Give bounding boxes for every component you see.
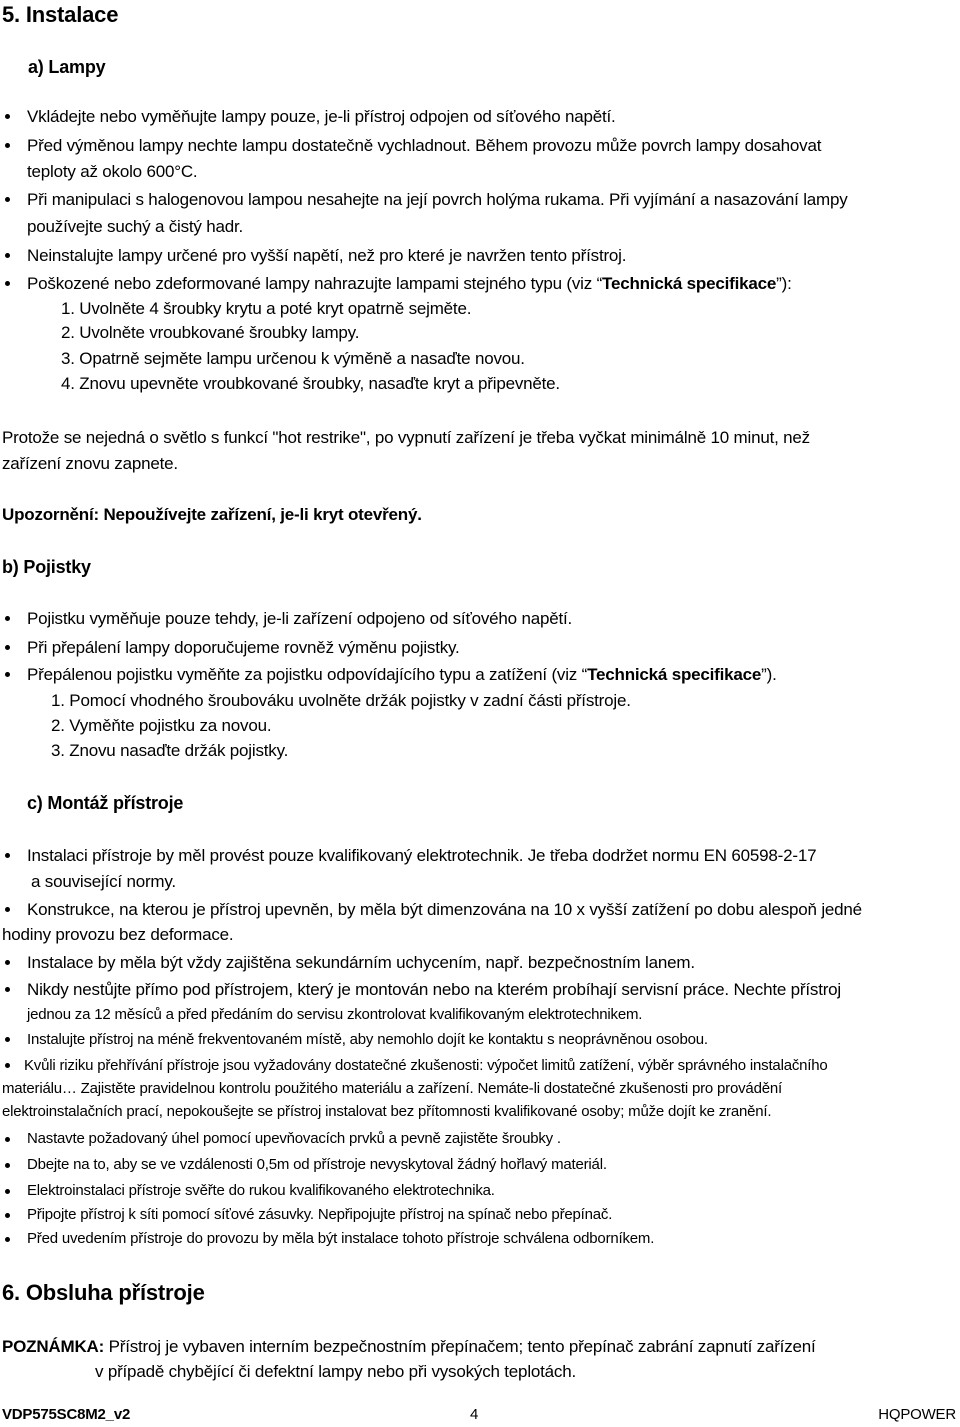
section-title: 5. Instalace <box>2 2 119 27</box>
bullet-icon <box>5 616 10 621</box>
spec-reference: Technická specifikace <box>587 665 762 684</box>
fuses-bullet-2: Při přepálení lampy doporučujeme rovněž výměnu pojistky. <box>27 638 460 657</box>
bullet-icon <box>5 197 10 202</box>
bullet-icon <box>5 1037 10 1042</box>
bullet-icon <box>5 143 10 148</box>
fuses-step-3: 3. Znovu nasaďte držák pojistky. <box>51 741 289 760</box>
mounting-bullet-6-line-3: elektroinstalačních prací, nepokoušejte se přístroj instalovat bez přítomnosti kvalifikované osoby; může dojít ke zranění. <box>2 1103 772 1120</box>
mounting-bullet-9: Elektroinstalaci přístroje svěřte do rukou kvalifikovaného elektrotechnika. <box>27 1182 495 1199</box>
subsection-heading-lamps: a) Lampy <box>28 57 106 77</box>
lamps-step-3: 3. Opatrně sejměte lampu určenou k výměně a nasaďte novou. <box>61 349 525 368</box>
mounting-bullet-7: Nastavte požadovaný úhel pomocí upevňovacích prvků a pevně zajistěte šroubky . <box>27 1130 561 1147</box>
bullet-icon <box>5 253 10 258</box>
bullet-icon <box>5 672 10 677</box>
mounting-bullet-4-line-1: Nikdy nestůjte přímo pod přístrojem, který je montován nebo na kterém probíhají servisní práce. Nechte přístroj <box>27 980 842 999</box>
note-label: POZNÁMKA: <box>2 1337 105 1356</box>
note-line-2: v případě chybějící či defektní lampy nebo při vysokých teplotách. <box>95 1362 577 1381</box>
mounting-bullet-6-line-2: materiálu… Zajistěte pravidelnou kontrolu použitého materiálu a zařízení. Nemáte-li dostatečné zkušenosti pro provádění <box>2 1080 782 1097</box>
mounting-bullet-2-line-1: Konstrukce, na kterou je přístroj upevněn, by měla být dimenzována na 10 x vyšší zatížení po dobu alespoň jedné <box>27 900 862 919</box>
mounting-bullet-4-line-2: jednou za 12 měsíců a před předáním do servisu zkontrolovat kvalifikovaným elektrotechnikem. <box>27 1006 643 1023</box>
footer-model: VDP575SC8M2_v2 <box>2 1406 131 1423</box>
bullet-icon <box>5 960 10 965</box>
fuses-bullet-1: Pojistku vyměňuje pouze tehdy, je-li zařízení odpojeno od síťového napětí. <box>27 609 573 628</box>
lamps-bullet-3-line-1: Při manipulaci s halogenovou lampou nesahejte na její povrch holýma rukama. Při vyjímání a nasazování lampy <box>27 190 848 209</box>
lamps-bullet-1: Vkládejte nebo vyměňujte lampy pouze, je-li přístroj odpojen od síťového napětí. <box>27 107 616 126</box>
restrike-note-line-2: zařízení znovu zapnete. <box>2 454 178 473</box>
lamps-bullet-4: Neinstalujte lampy určené pro vyšší napětí, než pro které je navržen tento přístroj. <box>27 246 627 265</box>
note-text: Přístroj je vybaven interním bezpečnostním přepínačem; tento přepínač zabrání zapnutí zařízení <box>104 1337 816 1356</box>
subsection-heading-mounting: c) Montáž přístroje <box>27 793 184 813</box>
spec-reference: Technická specifikace <box>602 274 777 293</box>
mounting-bullet-1-line-1: Instalaci přístroje by měl provést pouze kvalifikovaný elektrotechnik. Je třeba dodržet normu EN 60598-2-17 <box>27 846 817 865</box>
bullet-icon <box>5 281 10 286</box>
lamps-bullet-5-tail: ”): <box>776 274 792 293</box>
bullet-icon <box>5 645 10 650</box>
bullet-icon <box>5 1213 10 1218</box>
lamps-bullet-2-line-1: Před výměnou lampy nechte lampu dostatečně vychladnout. Během provozu může povrch lampy dosahovat <box>27 136 822 155</box>
bullet-icon <box>5 853 10 858</box>
mounting-bullet-10: Připojte přístroj k síti pomocí síťové zásuvky. Nepřipojujte přístroj na spínač nebo přepínač. <box>27 1206 613 1223</box>
lamps-bullet-3-line-2: používejte suchý a čistý hadr. <box>27 217 244 236</box>
bullet-icon <box>5 1137 10 1142</box>
lamps-bullet-2-line-2: teploty až okolo 600°C. <box>27 162 198 181</box>
fuses-bullet-3-text: Přepálenou pojistku vyměňte za pojistku odpovídajícího typu a zatížení (viz “ <box>27 665 588 684</box>
bullet-icon <box>5 1163 10 1168</box>
mounting-bullet-11: Před uvedením přístroje do provozu by měla být instalace tohoto přístroje schválena odborníkem. <box>27 1230 655 1247</box>
lamps-bullet-5 <box>27 274 792 294</box>
bullet-icon <box>5 114 10 119</box>
subsection-heading-fuses: b) Pojistky <box>2 557 91 577</box>
warning-text: Upozornění: Nepoužívejte zařízení, je-li kryt otevřený. <box>2 505 422 524</box>
mounting-bullet-3: Instalace by měla být vždy zajištěna sekundárním uchycením, např. bezpečnostním lanem. <box>27 953 695 972</box>
fuses-step-2: 2. Vyměňte pojistku za novou. <box>51 716 272 735</box>
lamps-step-1: 1. Uvolněte 4 šroubky krytu a poté kryt opatrně sejměte. <box>61 299 472 318</box>
footer-page-number: 4 <box>470 1406 479 1423</box>
note-line-1 <box>2 1337 816 1357</box>
mounting-bullet-8: Dbejte na to, aby se ve vzdálenosti 0,5m od přístroje nevyskytoval žádný hořlavý materiál. <box>27 1156 607 1173</box>
section-title-operation: 6. Obsluha přístroje <box>2 1280 205 1305</box>
fuses-step-1: 1. Pomocí vhodného šroubováku uvolněte držák pojistky v zadní části přístroje. <box>51 691 631 710</box>
bullet-icon <box>5 1189 10 1194</box>
restrike-note-line-1: Protože se nejedná o světlo s funkcí "hot restrike", po vypnutí zařízení je třeba vyčkat minimálně 10 minut, než <box>2 428 810 447</box>
bullet-icon <box>5 1237 10 1242</box>
bullet-icon <box>5 987 10 992</box>
bullet-icon <box>5 1063 10 1068</box>
mounting-bullet-2-line-2: hodiny provozu bez deformace. <box>2 925 234 944</box>
fuses-bullet-3-tail: ”). <box>761 665 777 684</box>
fuses-bullet-3 <box>27 665 777 685</box>
mounting-bullet-5: Instalujte přístroj na méně frekventovaném místě, aby nemohlo dojít ke kontaktu s neoprávněnou osobou. <box>27 1031 708 1048</box>
lamps-bullet-5-text: Poškozené nebo zdeformované lampy nahrazujte lampami stejného typu (viz “ <box>27 274 603 293</box>
lamps-step-4: 4. Znovu upevněte vroubkované šroubky, nasaďte kryt a připevněte. <box>61 374 560 393</box>
bullet-icon <box>5 907 10 912</box>
mounting-bullet-6-line-1: Kvůli riziku přehřívání přístroje jsou vyžadovány dostatečné zkušenosti: výpočet limitů zatížení, výběr správného instalačního <box>24 1057 828 1074</box>
lamps-step-2: 2. Uvolněte vroubkované šroubky lampy. <box>61 323 360 342</box>
mounting-bullet-1-line-2: a související normy. <box>31 872 176 891</box>
footer-brand: HQPOWER <box>878 1406 956 1423</box>
